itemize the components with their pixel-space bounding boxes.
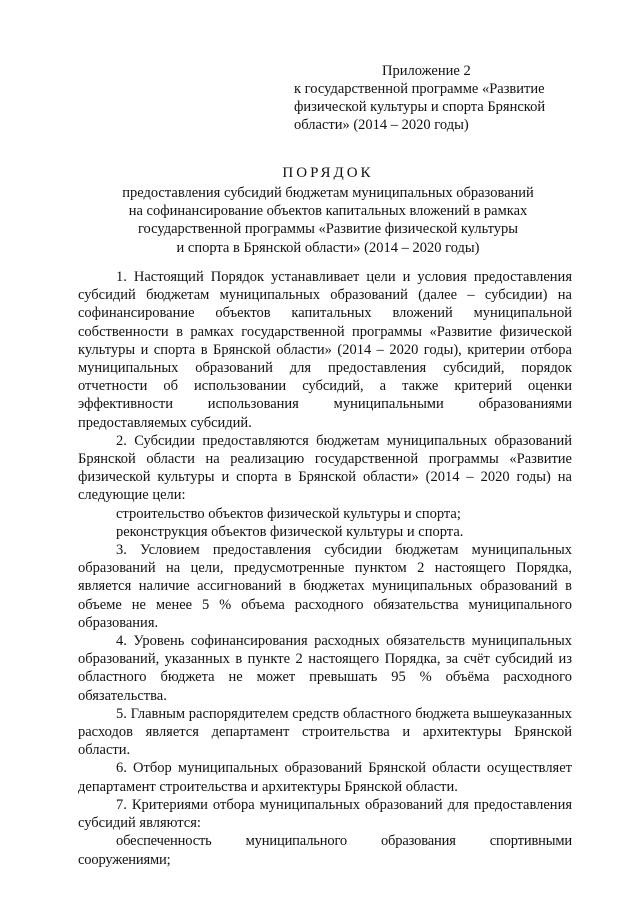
paragraph-7: 7. Критериями отбора муниципальных образований для предоставления субсидий являются: [78, 796, 572, 832]
appendix-line: области» (2014 – 2020 годы) [294, 117, 469, 133]
heading-line: и спорта в Брянской области» (2014 – 2020 годы) [176, 239, 480, 256]
document-body [78, 268, 572, 869]
list-item-construction: строительство объектов физической культуры и спорта; [116, 505, 461, 522]
heading-line: на софинансирование объектов капитальных вложений в рамках [128, 203, 528, 220]
paragraph-3: 3. Условием предоставления субсидии бюджетам муниципальных образований на цели, предусмотренные пунктом 2 настоящего Порядка, является наличие ассигнований в бюджетах муниципальных образований в объеме не менее 5 % объема расходного обязательства муниципального образования. [78, 542, 572, 631]
appendix-note [294, 62, 594, 134]
appendix-line: к государственной программе «Развитие [294, 81, 545, 97]
heading-line: государственной программы «Развитие физической культуры [137, 221, 519, 238]
appendix-title: Приложение 2 [382, 63, 471, 79]
paragraph-6: 6. Отбор муниципальных образований Брянской области осуществляет департамент строительства и архитектуры Брянской области. [78, 760, 572, 795]
paragraph-1: 1. Настоящий Порядок устанавливает цели и условия предоставления субсидий бюджетам муниципальных образований (далее – субсидии) на софинансирование объектов капитальных вложений муниципальной собственности в рамках государственной программы «Развитие физической культуры и спорта в Брянской области» (2014 – 2020 годы), критерии отбора муниципальных образований для предоставления субсидий, порядок отчетности об использовании субсидий, а также критерий оценки эффективности использования муниципальными образованиями предоставляемых субсидий. [78, 269, 572, 431]
paragraph-2: 2. Субсидии предоставляются бюджетам муниципальных образований Брянской области на реализацию государственной программы «Развитие физической культуры и спорта в Брянской области» (2014 – 2020 годы) на следующие цели: [78, 432, 572, 504]
paragraph-4: 4. Уровень софинансирования расходных обязательств муниципальных образований, указанных в пункте 2 настоящего Порядка, за счёт субсидий из областного бюджета не может превышать 95 % объёма расходного обязательства. [78, 633, 572, 704]
paragraph-5: 5. Главным распорядителем средств областного бюджета вышеуказанных расходов является департамент строительства и архитектуры Брянской области. [78, 705, 572, 759]
heading-line: предоставления субсидий бюджетам муниципальных образований [122, 185, 534, 201]
heading-title: ПОРЯДОК [282, 165, 374, 181]
document-heading [78, 162, 578, 257]
list-item-reconstruction: реконструкция объектов физической культуры и спорта. [116, 523, 464, 540]
list-item-provision: обеспеченность муниципального образования спортивными сооружениями; [78, 833, 572, 868]
appendix-line: физической культуры и спорта Брянской [294, 99, 546, 115]
